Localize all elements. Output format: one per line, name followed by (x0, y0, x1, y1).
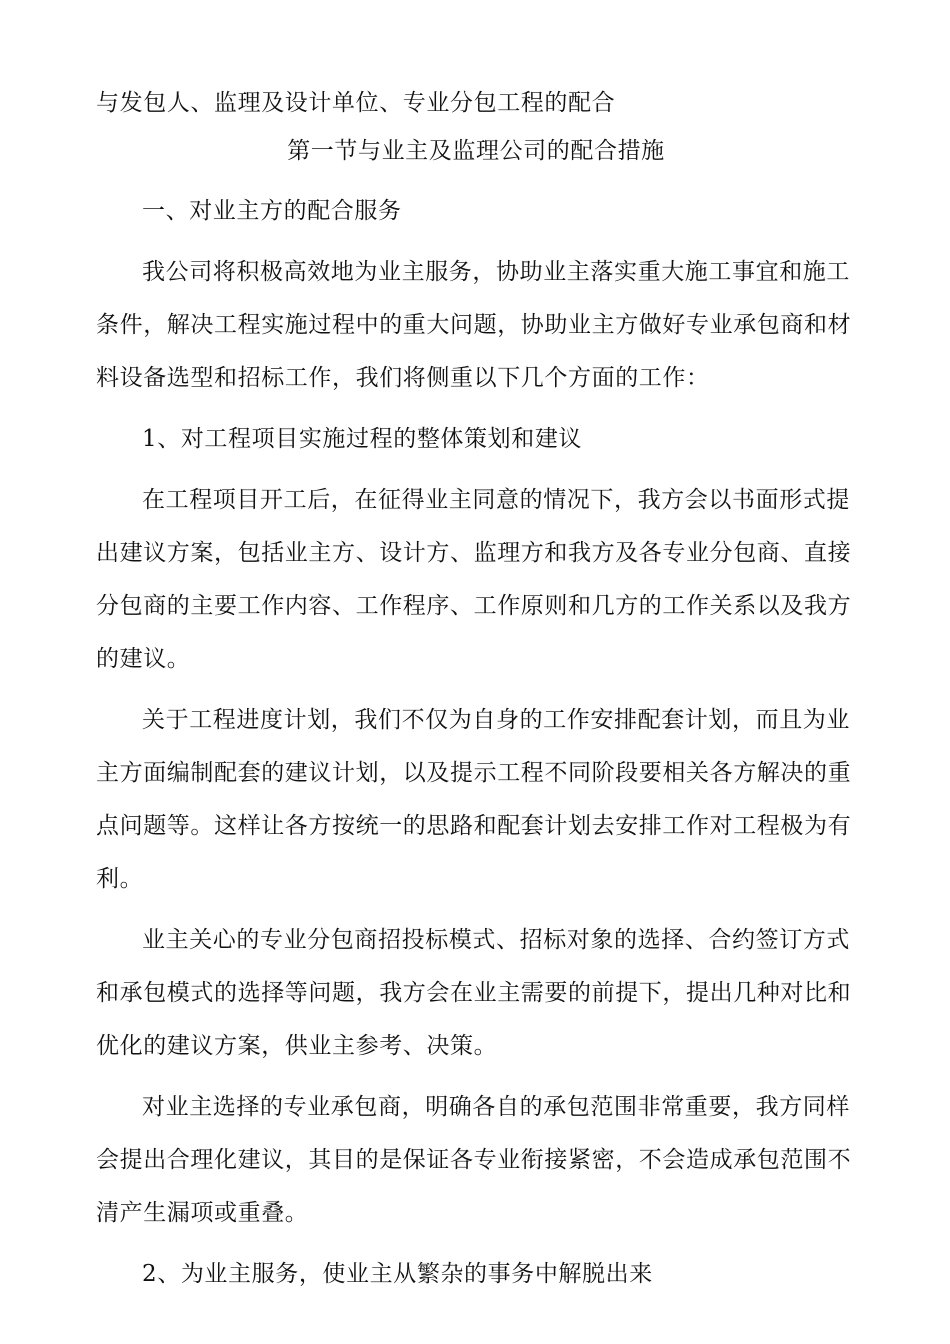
paragraph-1: 我公司将积极高效地为业主服务，协助业主落实重大施工事宜和施工条件，解决工程实施过程中的重大问题，协助业主方做好专业承包商和材料设备选型和招标工作，我们将侧重以下几个方面的工作： (96, 259, 852, 391)
list-heading-2: 2、为业主服务，使业主从繁杂的事务中解脱出来 (142, 1261, 653, 1287)
paragraph-3: 关于工程进度计划，我们不仅为自身的工作安排配套计划，而且为业主方面编制配套的建议计划，以及提示工程不同阶段要相关各方解决的重点问题等。这样让各方按统一的思路和配套计划去安排工作对工程极为有利。 (96, 707, 852, 892)
subsection-heading-1: 一、对业主方的配合服务 (142, 198, 402, 224)
list-heading-1: 1、对工程项目实施过程的整体策划和建议 (142, 426, 583, 452)
document-top-heading: 与发包人、监理及设计单位、专业分包工程的配合 (96, 90, 616, 116)
paragraph-4: 业主关心的专业分包商招投标模式、招标对象的选择、合约签订方式和承包模式的选择等问题，我方会在业主需要的前提下，提出几种对比和优化的建议方案，供业主参考、决策。 (96, 927, 852, 1059)
document-body (96, 185, 856, 1301)
paragraph-5: 对业主选择的专业承包商，明确各自的承包范围非常重要，我方同样会提出合理化建议，其目的是保证各专业衔接紧密，不会造成承包范围不清产生漏项或重叠。 (96, 1094, 852, 1226)
section-title: 第一节与业主及监理公司的配合措施 (287, 138, 665, 164)
paragraph-2: 在工程项目开工后，在征得业主同意的情况下，我方会以书面形式提出建议方案，包括业主方、设计方、监理方和我方及各专业分包商、直接分包商的主要工作内容、工作程序、工作原则和几方的工作关系以及我方的建议。 (96, 487, 852, 672)
